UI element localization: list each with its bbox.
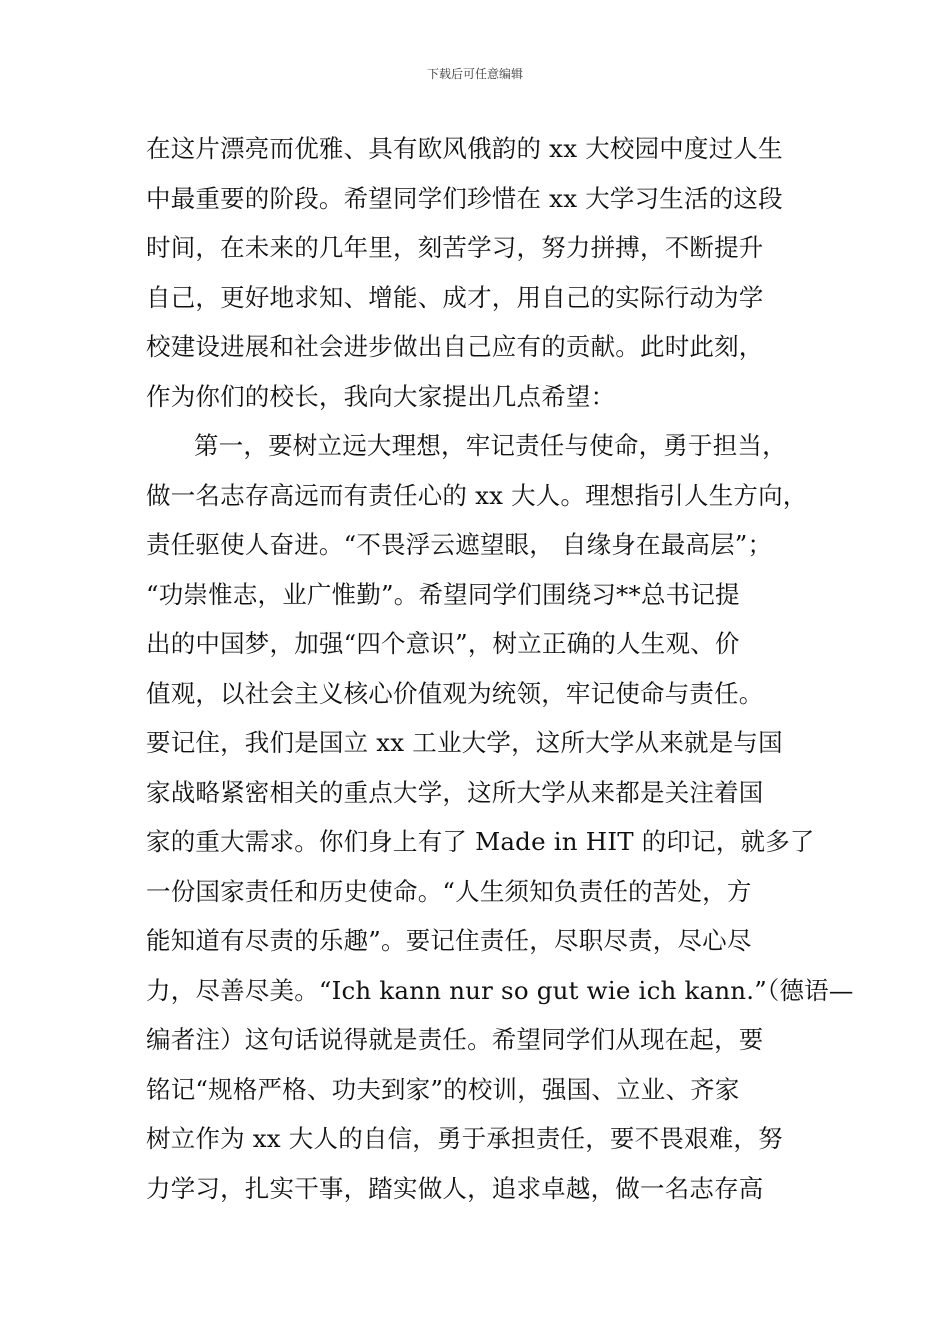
text-line: 家的重大需求。你们身上有了 Made in HIT 的印记，就多了 [146, 827, 815, 856]
text-line: 铭记“规格严格、功夫到家”的校训，强国、立业、齐家 [146, 1074, 740, 1104]
text-line: 一份国家责任和历史使命。“人生须知负责任的苦处，方 [146, 876, 752, 906]
text-line: 值观，以社会主义核心价值观为统领，牢记使命与责任。 [146, 678, 764, 708]
text-line: 责任驱使人奋进。“不畏浮云遮望眼， 自缘身在最高层”； [146, 530, 773, 559]
text-line: 自己，更好地求知、增能、成才，用自己的实际行动为学 [146, 282, 764, 312]
text-line: 力，尽善尽美。“Ich kann nur so gut wie ich kann.”（德语— [146, 975, 854, 1005]
text-line: 要记住，我们是国立 xx 工业大学，这所大学从来就是与国 [146, 728, 783, 757]
text-line: 出的中国梦，加强“四个意识”，树立正确的人生观、价 [146, 629, 740, 658]
text-line: 力学习，扎实干事，踏实做人，追求卓越，做一名志存高 [146, 1173, 764, 1203]
text-line: 在这片漂亮而优雅、具有欧风俄韵的 xx 大校园中度过人生 [146, 134, 783, 163]
text-line: 作为你们的校长，我向大家提出几点希望： [146, 381, 616, 411]
text-line: 树立作为 xx 大人的自信，勇于承担责任，要不畏艰难，努 [146, 1124, 783, 1153]
paragraph-start-line: 第一，要树立远大理想，牢记责任与使命，勇于担当， [194, 431, 787, 460]
text-line: 编者注）这句话说得就是责任。希望同学们从现在起，要 [146, 1025, 764, 1054]
text-line: 家战略紧密相关的重点大学，这所大学从来都是关注着国 [146, 777, 764, 807]
text-line: 做一名志存高远而有责任心的 xx 大人。理想指引人生方向， [146, 480, 808, 510]
text-line: “功崇惟志，业广惟勤”。希望同学们围绕习**总书记提 [146, 579, 740, 609]
text-line: 中最重要的阶段。希望同学们珍惜在 xx 大学习生活的这段 [146, 183, 783, 213]
page-header: 下载后可任意编辑 [426, 67, 523, 81]
text-line: 能知道有尽责的乐趣”。要记住责任，尽职尽责，尽心尽 [146, 926, 752, 955]
text-line: 时间，在未来的几年里，刻苦学习，努力拼搏，不断提升 [146, 233, 764, 262]
body-text [146, 124, 854, 1213]
text-line: 校建设进展和社会进步做出自己应有的贡献。此时此刻， [146, 332, 764, 361]
